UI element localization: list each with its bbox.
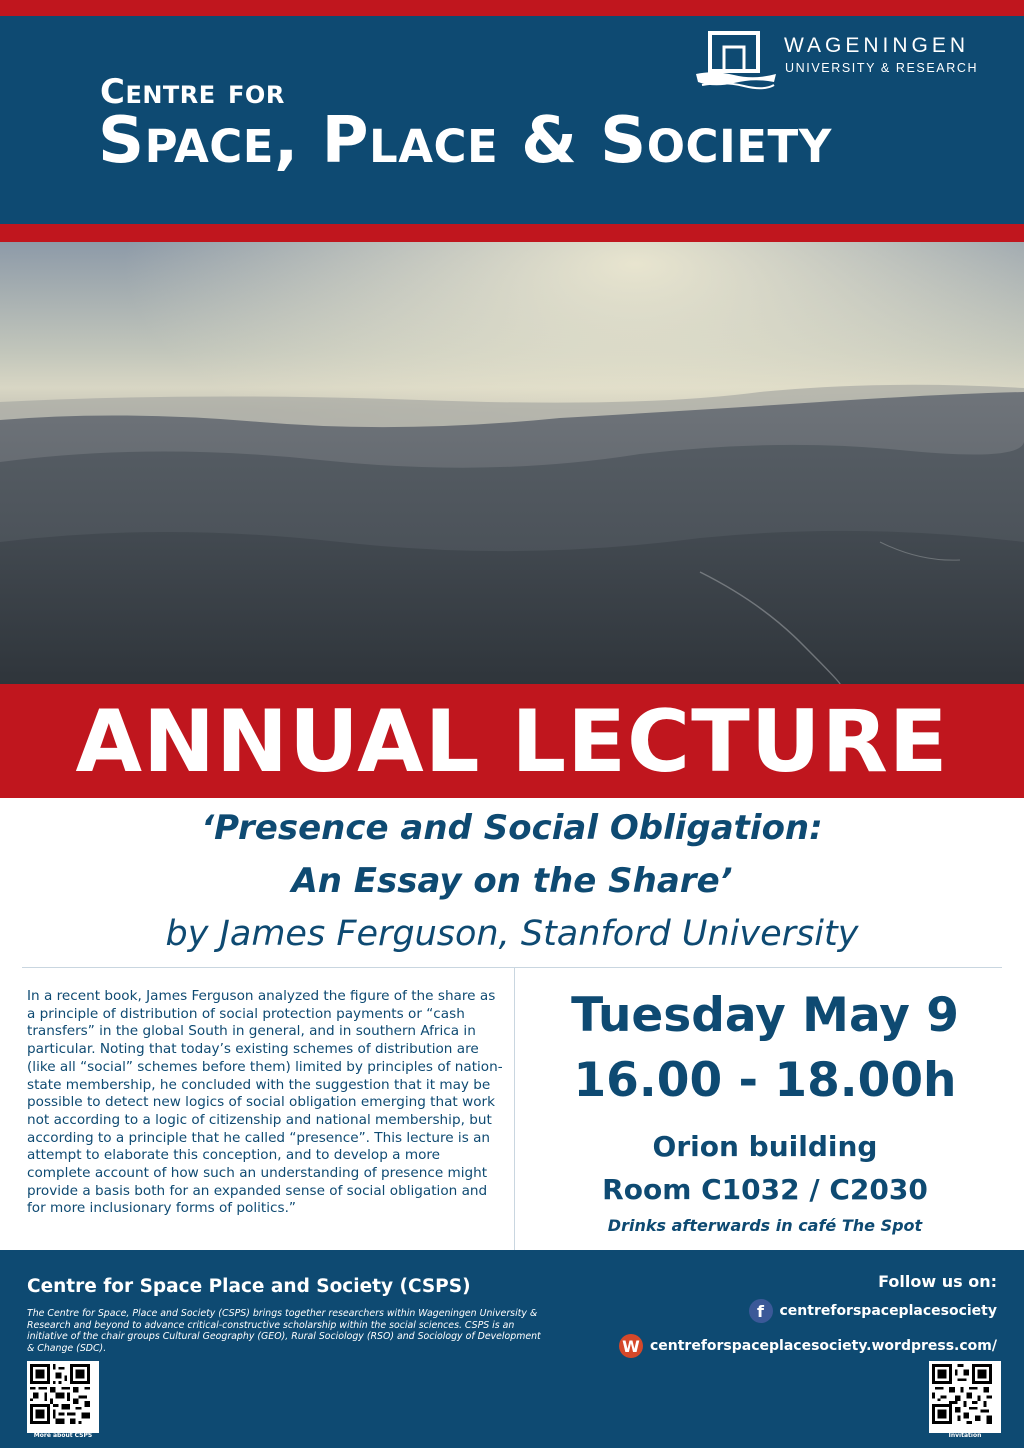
- event-time: 16.00 - 18.00h: [573, 1053, 957, 1108]
- lecture-abstract: In a recent book, James Ferguson analyzed the figure of the share as a principle of distribution of social protection payments or “cash transfers” in the global South in general, and in southern Africa in particular. Noting that today’s existing schemes of distribution are (like all “social” schemes before them) limited by principles of nation-state membership, he concluded with the suggestion that it may be possible to detect new logics of social obligation emerging that work not according to a logic of citizenship and national membership, but according to a principle that he called “presence”. This lecture is an attempt to elaborate this conception, and to develop a more complete account of how such an understanding of presence might provide a basis both for an expanded sense of social obligation and for more inclusionary forms of politics.”: [27, 988, 503, 1217]
- divider-horizontal: [22, 967, 1002, 968]
- qr-right-label: Invitation: [948, 1432, 982, 1439]
- qr-code-icon: [932, 1364, 992, 1424]
- facebook-link[interactable]: [700, 1298, 997, 1324]
- facebook-handle: centreforspaceplacesociety: [779, 1303, 997, 1319]
- wordpress-url: centreforspaceplacesociety.wordpress.com/: [649, 1338, 997, 1354]
- centre-name-title: Space, Place & Society: [98, 104, 832, 178]
- wordpress-link[interactable]: [600, 1333, 997, 1359]
- landscape-photo: [0, 242, 1024, 684]
- qr-code-csps[interactable]: [27, 1361, 99, 1433]
- facebook-icon: f: [749, 1299, 773, 1323]
- wordpress-icon: W: [619, 1334, 643, 1358]
- qr-code-invitation[interactable]: [929, 1361, 1001, 1433]
- annual-lecture-heading: ANNUAL LECTURE: [75, 692, 949, 792]
- wageningen-logo-icon: [694, 30, 778, 92]
- lecture-byline: by James Ferguson, Stanford University: [165, 914, 859, 954]
- event-room: Room C1032 / C2030: [602, 1173, 928, 1206]
- qr-left-label: More about CSPS: [33, 1432, 93, 1439]
- lecture-title-line2: An Essay on the Share’: [291, 861, 733, 901]
- top-red-stripe: [0, 0, 1024, 16]
- logo-wordmark: WAGENINGEN: [784, 34, 970, 57]
- lecture-title-line1: ‘Presence and Social Obligation:: [201, 808, 823, 848]
- footer-title: Centre for Space Place and Society (CSPS): [27, 1276, 471, 1297]
- event-date: Tuesday May 9: [571, 988, 959, 1043]
- event-building: Orion building: [652, 1130, 878, 1163]
- centre-for-label: Centre for: [100, 72, 285, 112]
- footer-description: The Centre for Space, Place and Society (CSPS) brings together researchers within Wageningen University & Research and beyond to advance critical-constructive scholarship within the social sciences. CSPS is an initiative of the chair groups Cultural Geography (GEO), Rural Sociology (RSO) and Sociology of Development & Change (SDC).: [27, 1308, 541, 1354]
- logo-subtitle: UNIVERSITY & RESEARCH: [785, 61, 979, 75]
- event-drinks-note: Drinks afterwards in café The Spot: [607, 1216, 923, 1235]
- qr-code-icon: [30, 1364, 90, 1424]
- follow-us-label: Follow us on:: [878, 1272, 997, 1291]
- header-red-stripe: [0, 224, 1024, 242]
